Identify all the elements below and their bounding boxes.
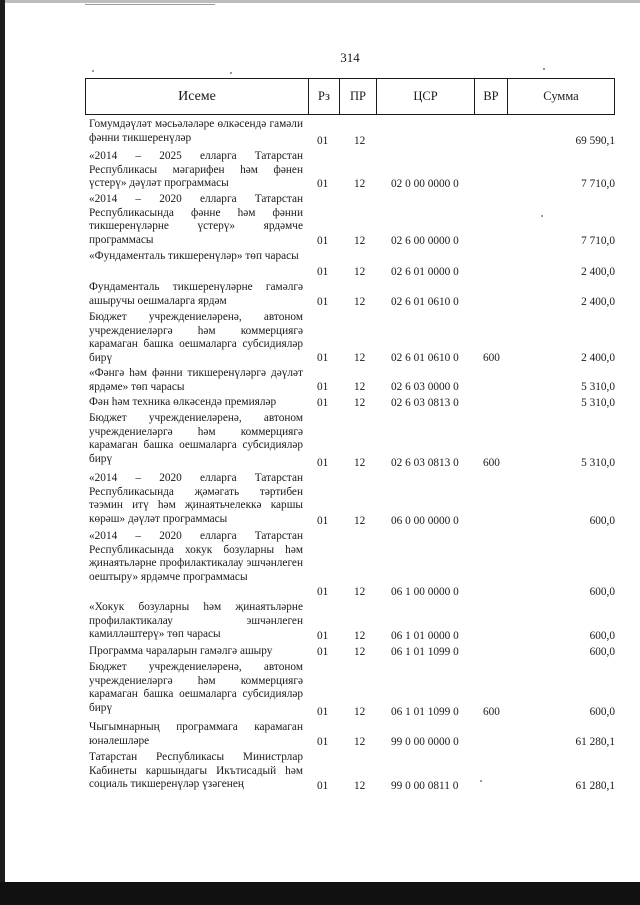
row-csr: 06 1 01 1099 0: [391, 646, 459, 659]
header-pr: ПР: [339, 78, 376, 115]
row-rz: 01: [317, 780, 329, 793]
row-pr: 12: [354, 296, 366, 309]
row-csr: 06 1 01 0000 0: [391, 630, 459, 643]
row-name: Чыгымнарның программага карамаган юнәлешләре: [89, 721, 303, 747]
row-rz: 01: [317, 178, 329, 191]
row-name: «2014 – 2025 елларга Татарстан Республикасы мәгарифен һәм фәнен үстерү» дәүләт программасы: [89, 150, 303, 190]
row-pr: 12: [354, 457, 366, 470]
row-pr: 12: [354, 630, 366, 643]
row-name: Программа чараларын гамәлгә ашыру: [89, 645, 273, 657]
row-name: «Фәнгә һәм фәнни тикшеренүләргә дәүләт ярдәме» төп чарасы: [89, 367, 303, 393]
row-vr: 600: [483, 457, 500, 470]
row-vr: 600: [483, 352, 500, 365]
row-rz: 01: [317, 381, 329, 394]
table-row: [89, 193, 615, 250]
table-row: [89, 412, 615, 472]
row-name: Гомумдәүләт мәсьәләләре өлкәсендә гамәли фәнни тикшеренүләр: [89, 118, 303, 144]
table-row: [89, 281, 615, 311]
row-sum: 7 710,0: [581, 235, 615, 248]
row-name: Бюджет учреждениеләренә, автоном учреждениеләргә һәм коммерциягә карамаган башка оешмаларга субсидияләр бирү: [89, 311, 303, 364]
row-pr: 12: [354, 266, 366, 279]
row-rz: 01: [317, 235, 329, 248]
row-rz: 01: [317, 135, 329, 148]
row-pr: 12: [354, 515, 366, 528]
row-rz: 01: [317, 266, 329, 279]
table-header: [85, 78, 615, 117]
row-name: «2014 – 2020 елларга Татарстан Республикасында җәмәгать тәртибен тәэмин итү һәм җинаятьчелеккә каршы көрәш» дәүләт программасы: [89, 472, 303, 525]
row-rz: 01: [317, 706, 329, 719]
table-row: [89, 661, 615, 721]
row-csr: 06 0 00 0000 0: [391, 515, 459, 528]
budget-table: [89, 118, 615, 795]
table-row: [89, 721, 615, 751]
row-pr: 12: [354, 235, 366, 248]
scan-edge-left: [0, 0, 5, 905]
row-csr: 02 6 01 0610 0: [391, 352, 459, 365]
row-sum: 5 310,0: [581, 457, 615, 470]
header-sum: Сумма: [507, 78, 615, 115]
row-name: Бюджет учреждениеләренә, автоном учреждениеләргә һәм коммерциягә карамаган башка оешмаларга субсидияләр бирү: [89, 661, 303, 714]
table-row: [89, 751, 615, 795]
row-pr: 12: [354, 780, 366, 793]
table-row: [89, 472, 615, 530]
row-csr: 02 6 00 0000 0: [391, 235, 459, 248]
row-csr: 02 6 03 0000 0: [391, 381, 459, 394]
row-csr: 02 6 03 0813 0: [391, 397, 459, 410]
row-sum: 5 310,0: [581, 397, 615, 410]
row-sum: 600,0: [589, 515, 615, 528]
table-row: [89, 396, 615, 412]
row-csr: 02 6 03 0813 0: [391, 457, 459, 470]
row-name: Фән һәм техника өлкәсендә премияләр: [89, 396, 277, 408]
row-rz: 01: [317, 586, 329, 599]
row-name: «Фундаменталь тикшеренүләр» төп чарасы: [89, 250, 299, 262]
table-row: [89, 367, 615, 396]
table-row: [89, 118, 615, 150]
table-row: [89, 645, 615, 661]
row-rz: 01: [317, 646, 329, 659]
table-row: [89, 150, 615, 193]
row-name: «Хокук бозуларны һәм җинаятьләрне профилактикалау эшчәнлеген камилләштерү» төп чарасы: [89, 601, 303, 641]
scan-edge-top: [0, 0, 640, 3]
row-csr: 99 0 00 0811 0: [391, 780, 459, 793]
scan-speck: [92, 70, 94, 72]
row-rz: 01: [317, 352, 329, 365]
header-name: Исеме: [85, 78, 308, 115]
row-name: Фундаменталь тикшеренүләрне гамәлгә ашыручы оешмаларга ярдәм: [89, 281, 303, 307]
row-sum: 69 590,1: [575, 135, 615, 148]
row-pr: 12: [354, 178, 366, 191]
row-csr: 06 1 01 1099 0: [391, 706, 459, 719]
row-csr: 02 6 01 0000 0: [391, 266, 459, 279]
row-sum: 5 310,0: [581, 381, 615, 394]
row-rz: 01: [317, 457, 329, 470]
row-sum: 600,0: [589, 706, 615, 719]
row-rz: 01: [317, 397, 329, 410]
row-sum: 7 710,0: [581, 178, 615, 191]
table-row: [89, 601, 615, 645]
row-csr: 99 0 00 0000 0: [391, 736, 459, 749]
row-pr: 12: [354, 381, 366, 394]
row-sum: 2 400,0: [581, 296, 615, 309]
row-rz: 01: [317, 736, 329, 749]
header-rz: Рз: [308, 78, 339, 115]
row-pr: 12: [354, 135, 366, 148]
table-row: [89, 311, 615, 367]
row-pr: 12: [354, 586, 366, 599]
scan-artifact-line: [85, 4, 215, 5]
row-pr: 12: [354, 646, 366, 659]
page-number: 314: [340, 50, 360, 65]
row-csr: 06 1 00 0000 0: [391, 586, 459, 599]
table-row: [89, 250, 615, 281]
table-row: [89, 530, 615, 601]
row-name: «2014 – 2020 елларга Татарстан Республикасында фәнне һәм фәнни тикшеренүләрне үстерү» ярдәмче программасы: [89, 193, 303, 246]
row-name: Татарстан Республикасы Министрлар Кабинеты каршындагы Икътисадый һәм социаль тикшеренүләр үзәгенең: [89, 751, 303, 791]
row-csr: 02 0 00 0000 0: [391, 178, 459, 191]
row-rz: 01: [317, 630, 329, 643]
row-pr: 12: [354, 397, 366, 410]
row-csr: 02 6 01 0610 0: [391, 296, 459, 309]
row-sum: 600,0: [589, 630, 615, 643]
row-sum: 2 400,0: [581, 352, 615, 365]
row-name: «2014 – 2020 елларга Татарстан Республикасында хокук бозуларны һәм җинаятьләрне профилактикалау эшчәнлеген оештыру» ярдәмче программасы: [89, 530, 303, 583]
row-sum: 600,0: [589, 646, 615, 659]
row-rz: 01: [317, 515, 329, 528]
row-sum: 61 280,1: [575, 780, 615, 793]
row-rz: 01: [317, 296, 329, 309]
row-pr: 12: [354, 736, 366, 749]
row-pr: 12: [354, 352, 366, 365]
row-name: Бюджет учреждениеләренә, автоном учреждениеләргә һәм коммерциягә карамаган башка оешмаларга субсидияләр бирү: [89, 412, 303, 465]
row-sum: 61 280,1: [575, 736, 615, 749]
row-sum: 600,0: [589, 586, 615, 599]
scan-speck: [230, 72, 232, 74]
row-sum: 2 400,0: [581, 266, 615, 279]
header-vr: ВР: [474, 78, 507, 115]
row-pr: 12: [354, 706, 366, 719]
header-csr: ЦСР: [376, 78, 474, 115]
row-vr: 600: [483, 706, 500, 719]
scan-speck: [543, 68, 545, 70]
scan-edge-bottom: [0, 882, 640, 905]
